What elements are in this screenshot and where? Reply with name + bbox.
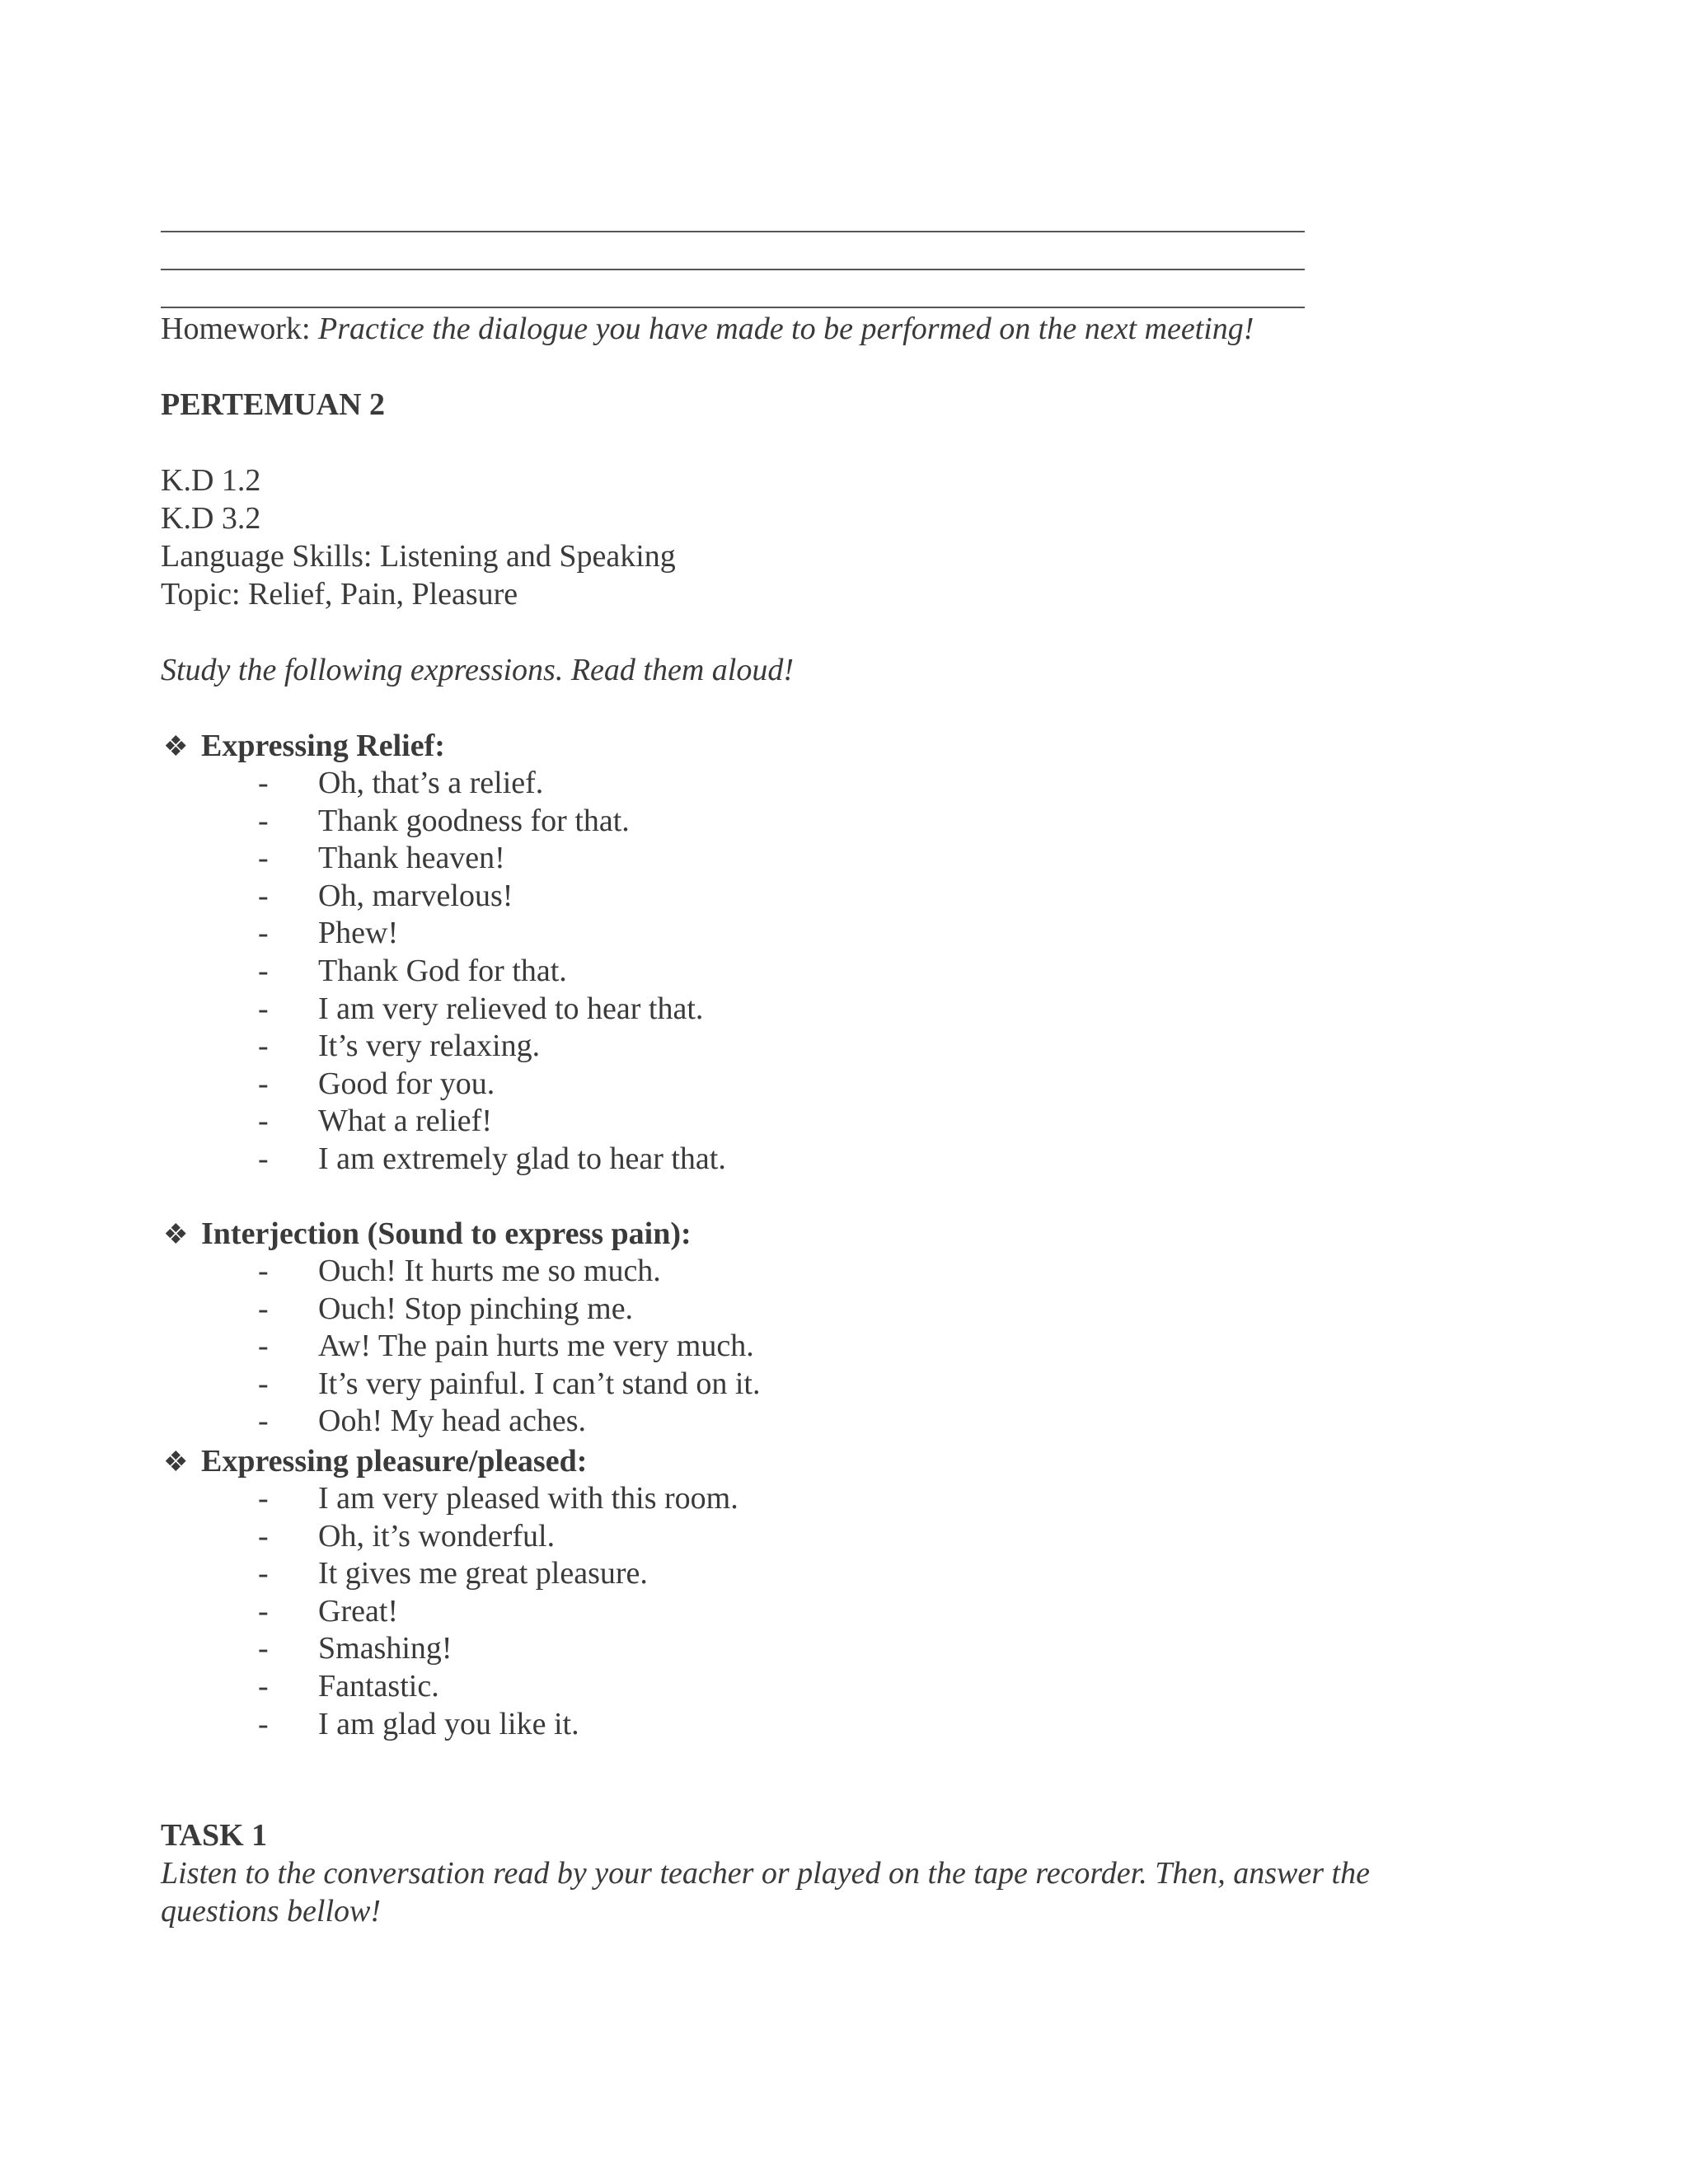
info-kd-2: K.D 3.2 xyxy=(161,501,261,536)
answer-line-2 xyxy=(161,269,1305,270)
dash-marker: - xyxy=(258,916,269,951)
list-item-text: Great! xyxy=(318,1593,399,1629)
info-kd-1: K.D 1.2 xyxy=(161,463,261,498)
homework-label: Homework: xyxy=(161,312,319,346)
diamond-bullet-icon: ❖ xyxy=(163,1220,189,1250)
dash-marker: - xyxy=(258,1404,269,1439)
list-item-text: What a relief! xyxy=(318,1104,492,1139)
section-heading-text: Expressing pleasure/pleased: xyxy=(201,1444,588,1479)
list-item-text: Oh, marvelous! xyxy=(318,878,513,913)
info-language-skills: Language Skills: Listening and Speaking xyxy=(161,539,676,574)
list-item-text: I am very relieved to hear that. xyxy=(318,991,704,1026)
dash-marker: - xyxy=(258,1481,269,1516)
list-item-text: Aw! The pain hurts me very much. xyxy=(318,1329,754,1364)
list-item-text: Good for you. xyxy=(318,1066,495,1101)
list-item-text: Thank goodness for that. xyxy=(318,803,630,838)
dash-marker: - xyxy=(258,1029,269,1064)
dash-marker: - xyxy=(258,1668,269,1704)
dash-marker: - xyxy=(258,766,269,800)
task-title: TASK 1 xyxy=(161,1818,268,1853)
list-item-text: Ouch! Stop pinching me. xyxy=(318,1291,634,1326)
task-instruction-line-1: Listen to the conversation read by your teacher or played on the tape recorder. Then, answer the xyxy=(161,1856,1370,1891)
info-topic: Topic: Relief, Pain, Pleasure xyxy=(161,577,518,612)
answer-line-3 xyxy=(161,307,1305,308)
task-instruction-line-2: questions bellow! xyxy=(161,1894,382,1929)
diamond-bullet-icon: ❖ xyxy=(163,732,189,762)
list-item-text: Fantastic. xyxy=(318,1668,439,1704)
dash-marker: - xyxy=(258,803,269,838)
section-heading-text: Interjection (Sound to express pain): xyxy=(201,1216,692,1251)
section-heading-relief xyxy=(163,727,445,766)
study-instruction: Study the following expressions. Read them aloud! xyxy=(161,653,794,687)
list-item-text: I am very pleased with this room. xyxy=(318,1481,738,1516)
dash-marker: - xyxy=(258,878,269,913)
dash-marker: - xyxy=(258,1518,269,1554)
dash-marker: - xyxy=(258,1141,269,1176)
dash-marker: - xyxy=(258,1631,269,1666)
dash-marker: - xyxy=(258,1329,269,1364)
meeting-title: PERTEMUAN 2 xyxy=(161,387,386,422)
list-item-text: It gives me great pleasure. xyxy=(318,1556,648,1591)
dash-marker: - xyxy=(258,953,269,988)
list-item-text: It’s very painful. I can’t stand on it. xyxy=(318,1366,761,1401)
list-item-text: Smashing! xyxy=(318,1631,452,1666)
list-item-text: Ouch! It hurts me so much. xyxy=(318,1254,661,1288)
list-item-text: I am glad you like it. xyxy=(318,1706,579,1741)
dash-marker: - xyxy=(258,1556,269,1591)
list-item-text: Oh, that’s a relief. xyxy=(318,766,544,800)
dash-marker: - xyxy=(258,1593,269,1629)
dash-marker: - xyxy=(258,1706,269,1741)
dash-marker: - xyxy=(258,841,269,876)
homework-text: Practice the dialogue you have made to be performed on the next meeting! xyxy=(318,312,1254,346)
answer-line-1 xyxy=(161,231,1305,232)
list-item-text: Thank heaven! xyxy=(318,841,505,876)
list-item-text: Oh, it’s wonderful. xyxy=(318,1518,556,1554)
section-heading-pain xyxy=(163,1215,692,1254)
dash-marker: - xyxy=(258,1291,269,1326)
list-item-text: I am extremely glad to hear that. xyxy=(318,1141,726,1176)
section-heading-text: Expressing Relief: xyxy=(201,729,445,763)
dash-marker: - xyxy=(258,1066,269,1101)
diamond-bullet-icon: ❖ xyxy=(163,1447,189,1478)
list-item-text: Phew! xyxy=(318,916,399,951)
list-item-text: Ooh! My head aches. xyxy=(318,1404,587,1439)
list-item-text: It’s very relaxing. xyxy=(318,1029,541,1064)
dash-marker: - xyxy=(258,1254,269,1288)
homework-line xyxy=(161,310,1254,348)
list-item-text: Thank God for that. xyxy=(318,953,567,988)
section-heading-pleasure xyxy=(163,1442,587,1482)
dash-marker: - xyxy=(258,1104,269,1139)
dash-marker: - xyxy=(258,991,269,1026)
dash-marker: - xyxy=(258,1366,269,1401)
